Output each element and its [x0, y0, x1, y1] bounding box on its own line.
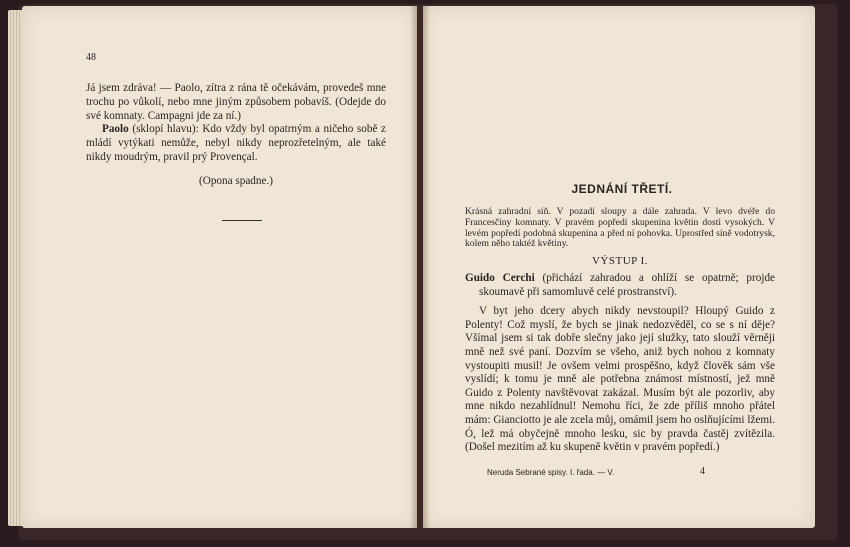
page-number: 48	[86, 52, 96, 63]
scene-title: VÝSTUP I.	[591, 255, 649, 267]
speaker-direction: (přichází zahradou a ohlíží se opatrně; projde skoumavě při samomluvě celé prostranství).	[479, 272, 776, 298]
paragraph	[86, 82, 386, 123]
speaker-name: Guido Cerchi	[465, 272, 535, 284]
stage-direction: (Opona spadne.)	[199, 174, 273, 187]
paragraph	[86, 123, 386, 164]
left-page-text	[86, 82, 386, 189]
speaker-name: Paolo	[102, 123, 129, 136]
act-title: JEDNÁNÍ TŘETÍ.	[571, 182, 673, 196]
speaker-line	[465, 272, 775, 299]
paragraph-text: (sklopí hlavu): Kdo vždy byl opatrným a ničeho sobě z mládí vytýkati nemůže, nebyl nikdy neprozřetelným, ale také nikdy moudrým, pravil prý Provençal.	[86, 123, 386, 163]
paragraph-text: Já jsem zdráva! — Paolo, zítra z rána tě očekávám, provedeš mne trochu po vůkolí, nebo mne jiným způsobem pobavíš. (Odejde do své komnaty. Campagni jde za ní.)	[86, 82, 386, 122]
setting-description: Krásná zahradní síň. V pozadí sloupy a dále zahrada. V levo dvéře do Francesčiny komnaty. V pravém popředí skupenina květin dosti vysokých. V levém popředí podobná skupenina a před ní pohovka. Uprostřed síně vodotrysk, kolem něho taktéž květiny.	[465, 206, 775, 250]
divider-rule	[222, 220, 262, 221]
right-page-text	[465, 272, 775, 455]
book-gutter	[410, 6, 430, 528]
signature-mark: 4	[700, 466, 705, 477]
monologue: V byt jeho dcery abych nikdy nevstoupil? Hloupý Guido z Polenty! Což myslí, že bych se jinak nedozvěděl, co se s ní děje? Všímal jsem si tak dobře slečny jako její služky, tato slouží věrněji mně než své paní. Dozvím se všeho, aniž bych nohou z komnaty vystoupiti musil! Je ovšem velmi prospěšno, když člověk sám vše vyslídí; k tomu je mně ale potřebna známost místností, jež mně Guido z Polenty navštěvovat zakázal. Musím být ale pozorliv, aby mne nikdo nezahlídnul! Nemohu říci, že zde příliš mnoho přátel mám: Gianciotto je ale zcela můj, omámil jsem ho oslňujícími lžemi. Ó, lež má obyčejně mnoho lesku, sic by pravda častěj zvítězila. (Došel mezitím až ku skupeně květin v pravém popředí.)	[465, 305, 775, 454]
footer-note: Neruda Sebrané spisy. I. řada. — V.	[487, 468, 615, 477]
